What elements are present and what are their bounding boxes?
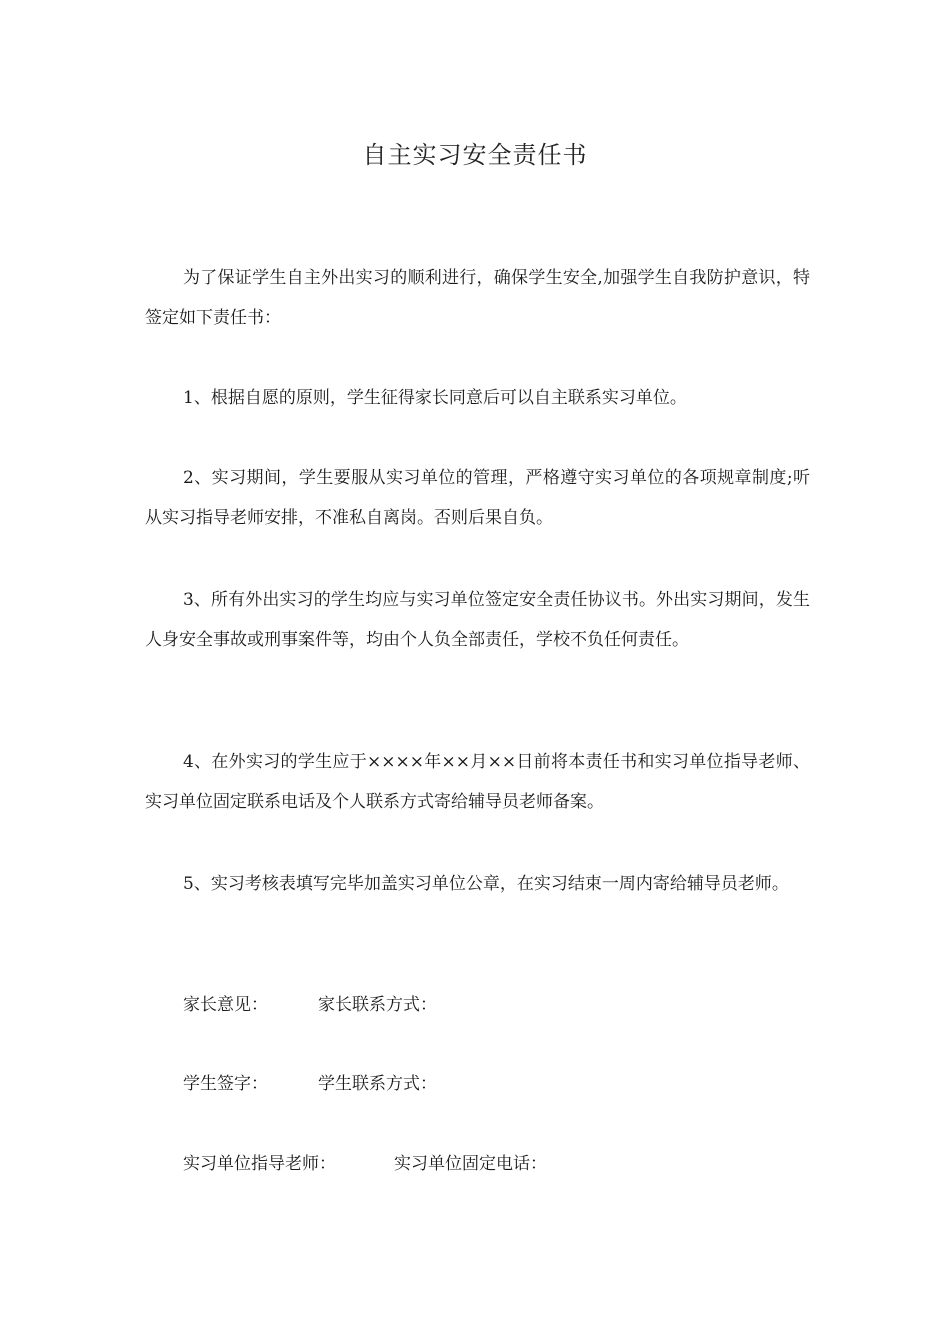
- clause-2: 2、实习期间，学生要服从实习单位的管理，严格遵守实习单位的各项规章制度;听从实习指导老师安排，不准私自离岗。否则后果自负。: [145, 468, 810, 528]
- supervisor-label: 实习单位指导老师：: [183, 1154, 336, 1174]
- unit-phone-label: 实习单位固定电话：: [394, 1154, 547, 1174]
- clause-5: 5、实习考核表填写完毕加盖实习单位公章，在实习结束一周内寄给辅导员老师。: [183, 874, 789, 894]
- student-contact-label: 学生联系方式：: [318, 1074, 437, 1094]
- document-title: 自主实习安全责任书: [362, 141, 588, 169]
- signature-row-supervisor: [183, 1144, 547, 1184]
- clause-4: 4、在外实习的学生应于××××年××月××日前将本责任书和实习单位指导老师、实习单位固定联系电话及个人联系方式寄给辅导员老师备案。: [145, 752, 810, 812]
- student-signature-label: 学生签字：: [183, 1074, 268, 1094]
- parent-opinion-label: 家长意见：: [183, 995, 268, 1015]
- signature-row-parent: [183, 985, 437, 1025]
- parent-contact-label: 家长联系方式：: [318, 995, 437, 1015]
- signature-row-student: [183, 1064, 437, 1104]
- intro-paragraph: 为了保证学生自主外出实习的顺利进行，确保学生安全,加强学生自我防护意识，特签定如下责任书：: [145, 268, 810, 328]
- clause-1: 1、根据自愿的原则，学生征得家长同意后可以自主联系实习单位。: [183, 388, 687, 408]
- clause-3: 3、所有外出实习的学生均应与实习单位签定安全责任协议书。外出实习期间，发生人身安全事故或刑事案件等，均由个人负全部责任，学校不负任何责任。: [145, 590, 810, 650]
